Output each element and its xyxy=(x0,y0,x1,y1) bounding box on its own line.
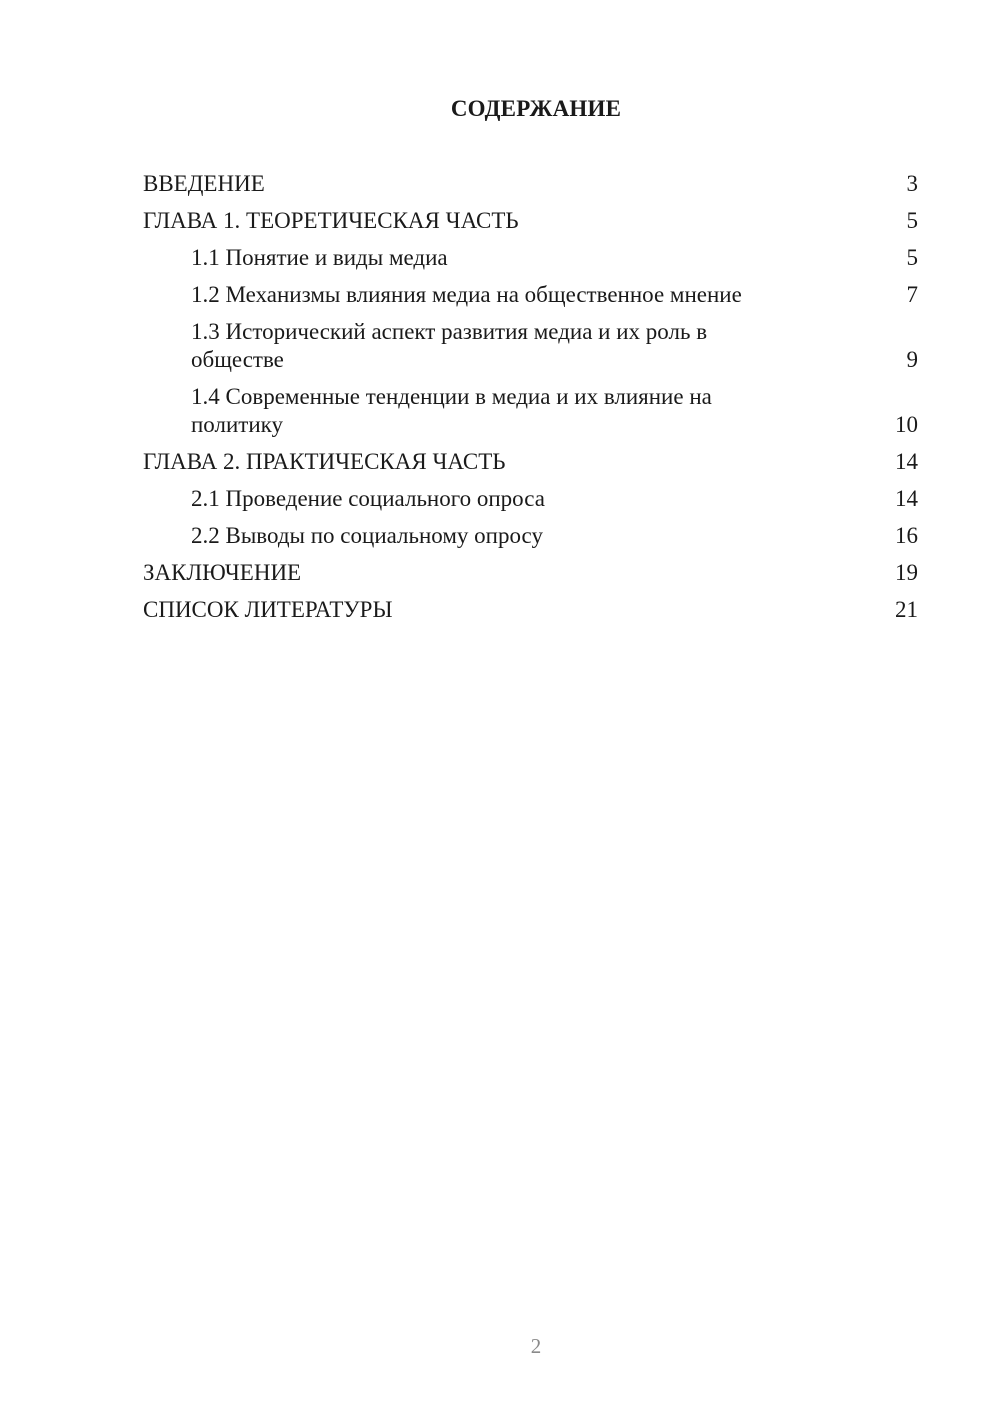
toc-entry-label: 1.4 Современные тенденции в медиа и их влияние на политику xyxy=(191,384,712,437)
toc-entry-section-1-4[interactable] xyxy=(143,383,918,439)
toc-entry-label: ГЛАВА 2. ПРАКТИЧЕСКАЯ ЧАСТЬ xyxy=(143,449,506,474)
toc-entry-page: 7 xyxy=(906,282,918,307)
toc-entry-chapter-1[interactable] xyxy=(143,207,918,235)
toc-entry-label: ГЛАВА 1. ТЕОРЕТИЧЕСКАЯ ЧАСТЬ xyxy=(143,208,519,233)
toc-entry-section-1-3[interactable] xyxy=(143,318,918,374)
toc-entry-references[interactable] xyxy=(143,596,918,624)
toc-entry-chapter-2[interactable] xyxy=(143,448,918,476)
toc-entry-section-1-2[interactable] xyxy=(143,281,918,309)
table-of-contents xyxy=(143,170,918,633)
toc-entry-label: 1.3 Исторический аспект развития медиа и их роль в обществе xyxy=(191,319,708,372)
toc-entry-page: 9 xyxy=(906,347,918,372)
toc-entry-page: 5 xyxy=(906,245,918,270)
toc-entry-page: 19 xyxy=(895,560,918,585)
toc-entry-label: ВВЕДЕНИЕ xyxy=(143,171,265,196)
toc-entry-label: 2.2 Выводы по социальному опросу xyxy=(191,523,543,548)
toc-entry-label: СПИСОК ЛИТЕРАТУРЫ xyxy=(143,597,393,622)
toc-entry-page: 21 xyxy=(895,597,918,622)
toc-entry-page: 10 xyxy=(895,412,918,437)
toc-entry-conclusion[interactable] xyxy=(143,559,918,587)
toc-entry-label: 1.2 Механизмы влияния медиа на общественное мнение xyxy=(191,282,742,307)
toc-entry-section-2-1[interactable] xyxy=(143,485,918,513)
page-number: 2 xyxy=(530,1334,542,1358)
toc-entry-introduction[interactable] xyxy=(143,170,918,198)
page-title: СОДЕРЖАНИЕ xyxy=(450,96,622,121)
toc-entry-page: 5 xyxy=(906,208,918,233)
toc-entry-section-1-1[interactable] xyxy=(143,244,918,272)
toc-entry-label: 1.1 Понятие и виды медиа xyxy=(191,245,448,270)
toc-entry-page: 14 xyxy=(895,449,918,474)
toc-entry-label: 2.1 Проведение социального опроса xyxy=(191,486,545,511)
toc-entry-page: 3 xyxy=(906,171,918,196)
toc-entry-page: 16 xyxy=(895,523,918,548)
toc-entry-page: 14 xyxy=(895,486,918,511)
toc-entry-section-2-2[interactable] xyxy=(143,522,918,550)
toc-entry-label: ЗАКЛЮЧЕНИЕ xyxy=(143,560,302,585)
